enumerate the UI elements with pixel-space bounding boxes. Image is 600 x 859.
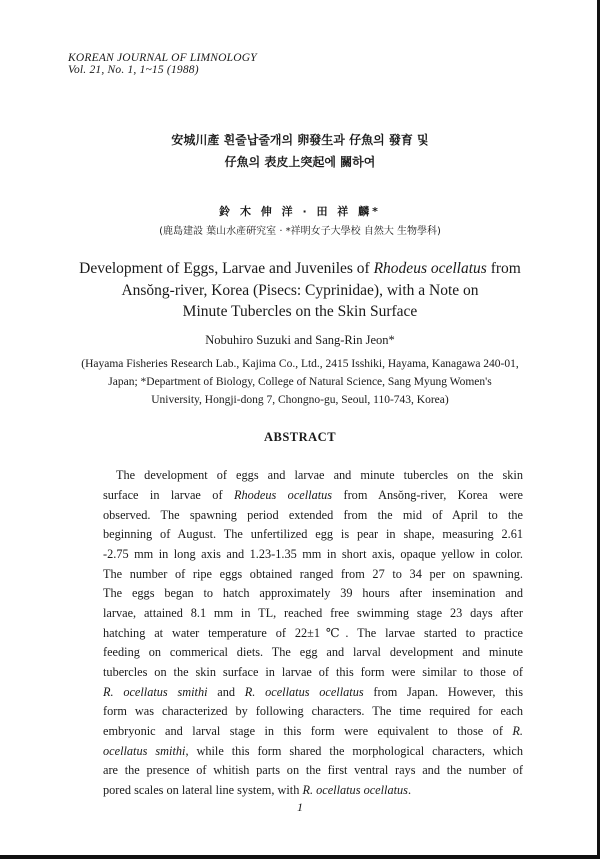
abstract-line: The number of ripe eggs obtained ranged from 27 to 34 per on spawning. (103, 567, 523, 581)
title-text: Development of Eggs, Larvae and Juveniles of (79, 260, 374, 277)
species-name: R. ocellatus ocellatus (244, 685, 364, 699)
english-title-line-3: Minute Tubercles on the Skin Surface (182, 303, 418, 320)
abstract-line: hatching at water temperature of 22±1℃. The larvae started to practice (103, 626, 523, 640)
abstract-line: -2.75 mm in long axis and 1.23-1.35 mm in short axis, opaque yellow in color. (103, 547, 523, 561)
abstract-line: tubercles on the skin surface in larvae of this form were similar to those of (103, 665, 523, 679)
title-text: from (486, 260, 521, 277)
journal-volume: Vol. 21, No. 1, 1~15 (1988) (68, 64, 199, 76)
abstract-text: , while this form shared the morphological characters, which (185, 744, 523, 758)
abstract-text: and (207, 685, 245, 699)
english-title-line-2: Ansŏng-river, Korea (Pisecs: Cyprinidae), with a Note on (121, 282, 479, 299)
abstract-text: embryonic and larval stage in this form were equivalent to those of (103, 724, 513, 738)
korean-title-line-1: 安城川產 흰줄납줄개의 卵發生과 仔魚의 發育 및 (171, 133, 429, 147)
species-name: R. ocellatus smithi (103, 685, 208, 699)
abstract-text: from Ansŏng-river, Korea were (332, 488, 523, 502)
abstract-line (103, 683, 523, 703)
species-name: R. ocellatus ocellatus (302, 783, 408, 797)
abstract-line: The development of eggs and larvae and minute tubercles on the skin (116, 468, 523, 482)
abstract-text: from Japan. However, this (363, 685, 523, 699)
abstract-line: The eggs began to hatch approximately 39 hours after insemination and (103, 586, 523, 600)
abstract-line (103, 742, 523, 762)
journal-header (68, 52, 257, 76)
english-authors: Nobuhiro Suzuki and Sang-Rin Jeon* (205, 333, 395, 347)
species-name: ocellatus smithi (103, 744, 186, 758)
english-affiliation-line-2: Japan; *Department of Biology, College of Natural Science, Sang Myung Women's (108, 376, 492, 388)
korean-title-line-2: 仔魚의 表皮上突起에 關하여 (224, 155, 376, 169)
abstract-line: are the presence of whitish parts on the first ventral rays and the number of (103, 763, 523, 777)
abstract-line: form was characterized by following characters. The time required for each (103, 704, 523, 718)
abstract-line: observed. The spawning period extended from the mid of April to the (103, 508, 523, 522)
abstract-text: pored scales on lateral line system, with (103, 783, 303, 797)
korean-affiliation: (鹿島建設 葉山水產硏究室 · *祥明女子大學校 自然大 生物學科) (159, 226, 441, 237)
abstract-text: surface in larvae of (103, 488, 234, 502)
species-name: Rhodeus ocellatus (373, 260, 487, 277)
english-title-line-1 (0, 258, 600, 279)
abstract-line: beginning of August. The unfertilized egg is pear in shape, measuring 2.61 (103, 527, 523, 541)
abstract-line: larvae, attained 8.1 mm in TL, reached free swimming stage 23 days after (103, 606, 523, 620)
species-name: R. (512, 724, 523, 738)
abstract-text: . (407, 783, 412, 797)
species-name: Rhodeus ocellatus (233, 488, 333, 502)
english-affiliation-line-3: University, Hongji-dong 7, Chongno-gu, Seoul, 110-743, Korea) (151, 394, 449, 406)
english-affiliation-line-1: (Hayama Fisheries Research Lab., Kajima Co., Ltd., 2415 Isshiki, Hayama, Kanagawa 240-01, (81, 358, 519, 370)
korean-authors: 鈴 木 伸 洋 · 田 祥 麟* (219, 205, 381, 218)
abstract-line (103, 781, 523, 801)
abstract-heading: ABSTRACT (263, 430, 337, 444)
abstract-line: feeding on commerical diets. The egg and larval development and minute (103, 645, 523, 659)
page-edge-bottom (0, 855, 600, 859)
abstract-line (103, 486, 523, 506)
page-number: 1 (297, 800, 303, 814)
journal-name: KOREAN JOURNAL OF LIMNOLOGY (68, 52, 257, 64)
abstract-line (103, 722, 523, 742)
